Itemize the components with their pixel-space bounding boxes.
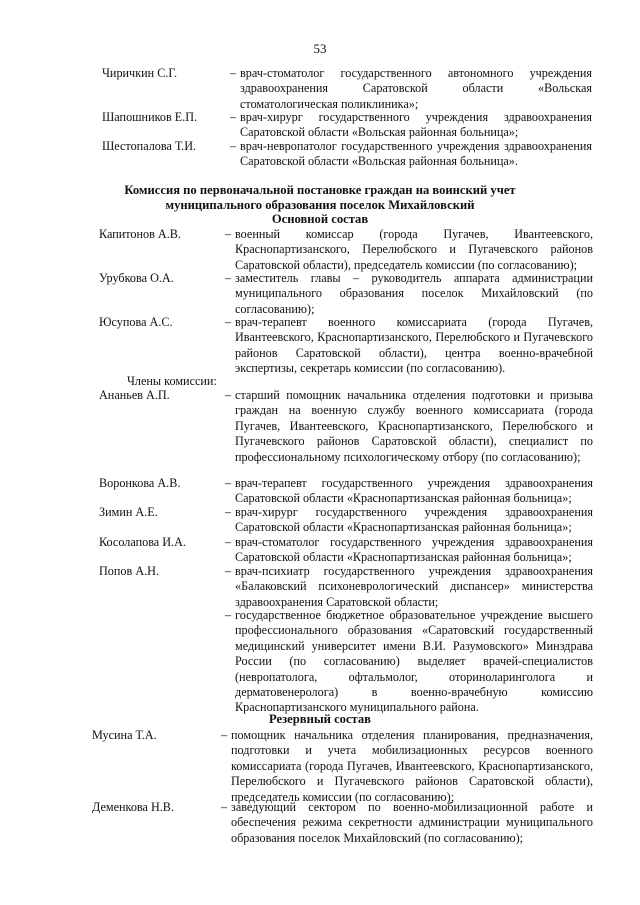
role-description: врач-психиатр государственного учреждения здравоохранения «Балаковский психоневрологический диспансер» министерства здравоохранения Саратовской области; xyxy=(235,564,593,609)
dash: – xyxy=(225,388,232,402)
person-name: Зимин А.Е. xyxy=(99,505,158,519)
person-name: Шестопалова Т.И. xyxy=(102,139,197,153)
commission-subtitle: муниципального образования поселок Михайловский xyxy=(165,198,475,212)
role-description: старший помощник начальника отделения подготовки и призыва граждан на военную службу военного комиссариата (города Пугачев, Ивантеевского, Краснопартизанского, Перелюбского и Пугачевского районов Саратовской области), специалист по профессиональному психологическому отбору (по согласованию); xyxy=(235,388,593,464)
page-number: 53 xyxy=(313,41,327,56)
main-composition-heading: Основной состав xyxy=(271,212,369,226)
person-name: Попов А.Н. xyxy=(99,564,160,578)
dash: – xyxy=(221,728,228,742)
list-item xyxy=(92,728,593,808)
person-name: Шапошников Е.П. xyxy=(102,110,198,124)
list-item xyxy=(99,227,593,275)
role-description: врач-стоматолог государственного автономного учреждения здравоохранения Саратовской области «Вольская стоматологическая поликлиника»; xyxy=(240,66,592,111)
list-item xyxy=(99,505,593,537)
dash: – xyxy=(225,227,232,241)
members-label: Члены комиссии: xyxy=(127,374,217,388)
list-item xyxy=(102,66,592,114)
role-description: военный комиссар (города Пугачев, Ивантеевского, Краснопартизанского, Перелюбского и Пугачевского районов Саратовской области), председатель комиссии (по согласованию); xyxy=(235,227,593,272)
dash: – xyxy=(225,535,232,549)
person-name: Ананьев А.П. xyxy=(99,388,170,402)
list-item xyxy=(99,388,593,468)
role-description: врач-хирург государственного учреждения здравоохранения Саратовской области «Краснопартизанская районная больница»; xyxy=(235,505,593,535)
list-item xyxy=(99,608,593,720)
list-item xyxy=(99,535,593,567)
role-description: врач-терапевт военного комиссариата (города Пугачев, Ивантеевского, Краснопартизанского, Перелюбского и Пугачевского районов Саратовской области), центра военно-врачебной экспертизы, секретарь комиссии (по согласованию). xyxy=(235,315,593,376)
person-name: Урубкова О.А. xyxy=(99,271,174,285)
list-item xyxy=(99,564,593,612)
person-name: Воронкова А.В. xyxy=(99,476,181,490)
person-name: Юсупова А.С. xyxy=(99,315,173,329)
role-description: заведующий сектором по военно-мобилизационной работе и обеспечения режима секретности администрации муниципального образования поселок Михайловский (по согласованию); xyxy=(231,800,593,845)
dash: – xyxy=(230,110,237,124)
role-description: врач-невропатолог государственного учреждения здравоохранения Саратовской области «Вольская районная больница». xyxy=(240,139,592,169)
list-item xyxy=(99,476,593,508)
role-description: врач-хирург государственного учреждения здравоохранения Саратовской области «Вольская районная больница»; xyxy=(240,110,592,140)
person-name: Косолапова И.А. xyxy=(99,535,186,549)
dash: – xyxy=(225,505,232,519)
person-name: Чиричкин С.Г. xyxy=(102,66,178,80)
dash: – xyxy=(230,139,237,153)
reserve-composition-heading: Резервный состав xyxy=(269,712,371,726)
list-item xyxy=(92,800,593,848)
role-description: государственное бюджетное образовательное учреждение высшего профессионального образования «Саратовский государственный медицинский университет имени В.И. Разумовского» Минздрава России (по согласованию) выделяет врачей-специалистов (невропатолога, офтальмолог, оториноларинголога и дерматовенеролога) в военно-врачебную комиссию Краснопартизанского муниципального района. xyxy=(235,608,593,715)
role-description: врач-стоматолог государственного учреждения здравоохранения Саратовской области «Краснопартизанская районная больница»; xyxy=(235,535,593,565)
person-name: Капитонов А.В. xyxy=(99,227,181,241)
person-name: Деменкова Н.В. xyxy=(92,800,174,814)
dash: – xyxy=(225,315,232,329)
role-description: врач-терапевт государственного учреждения здравоохранения Саратовской области «Краснопартизанская районная больница»; xyxy=(235,476,593,506)
commission-title: Комиссия по первоначальной постановке граждан на воинский учет xyxy=(124,183,516,197)
dash: – xyxy=(221,800,228,814)
role-description: заместитель главы – руководитель аппарата администрации муниципального образования поселок Михайловский (по согласованию); xyxy=(235,271,593,316)
dash: – xyxy=(225,476,232,490)
list-item xyxy=(99,271,593,319)
list-item xyxy=(99,315,593,379)
dash: – xyxy=(230,66,237,80)
dash: – xyxy=(225,564,232,578)
person-name: Мусина Т.А. xyxy=(92,728,157,742)
list-item xyxy=(102,139,592,171)
role-description: помощник начальника отделения планирования, предназначения, подготовки и учета мобилизационных ресурсов военного комиссариата (города Пугачев, Ивантеевского, Краснопартизанского, Перелюбского и Пугачевского районов Саратовской области), председатель комиссии (по согласованию); xyxy=(231,728,593,804)
dash: – xyxy=(225,608,232,622)
dash: – xyxy=(225,271,232,285)
list-item xyxy=(102,110,592,142)
